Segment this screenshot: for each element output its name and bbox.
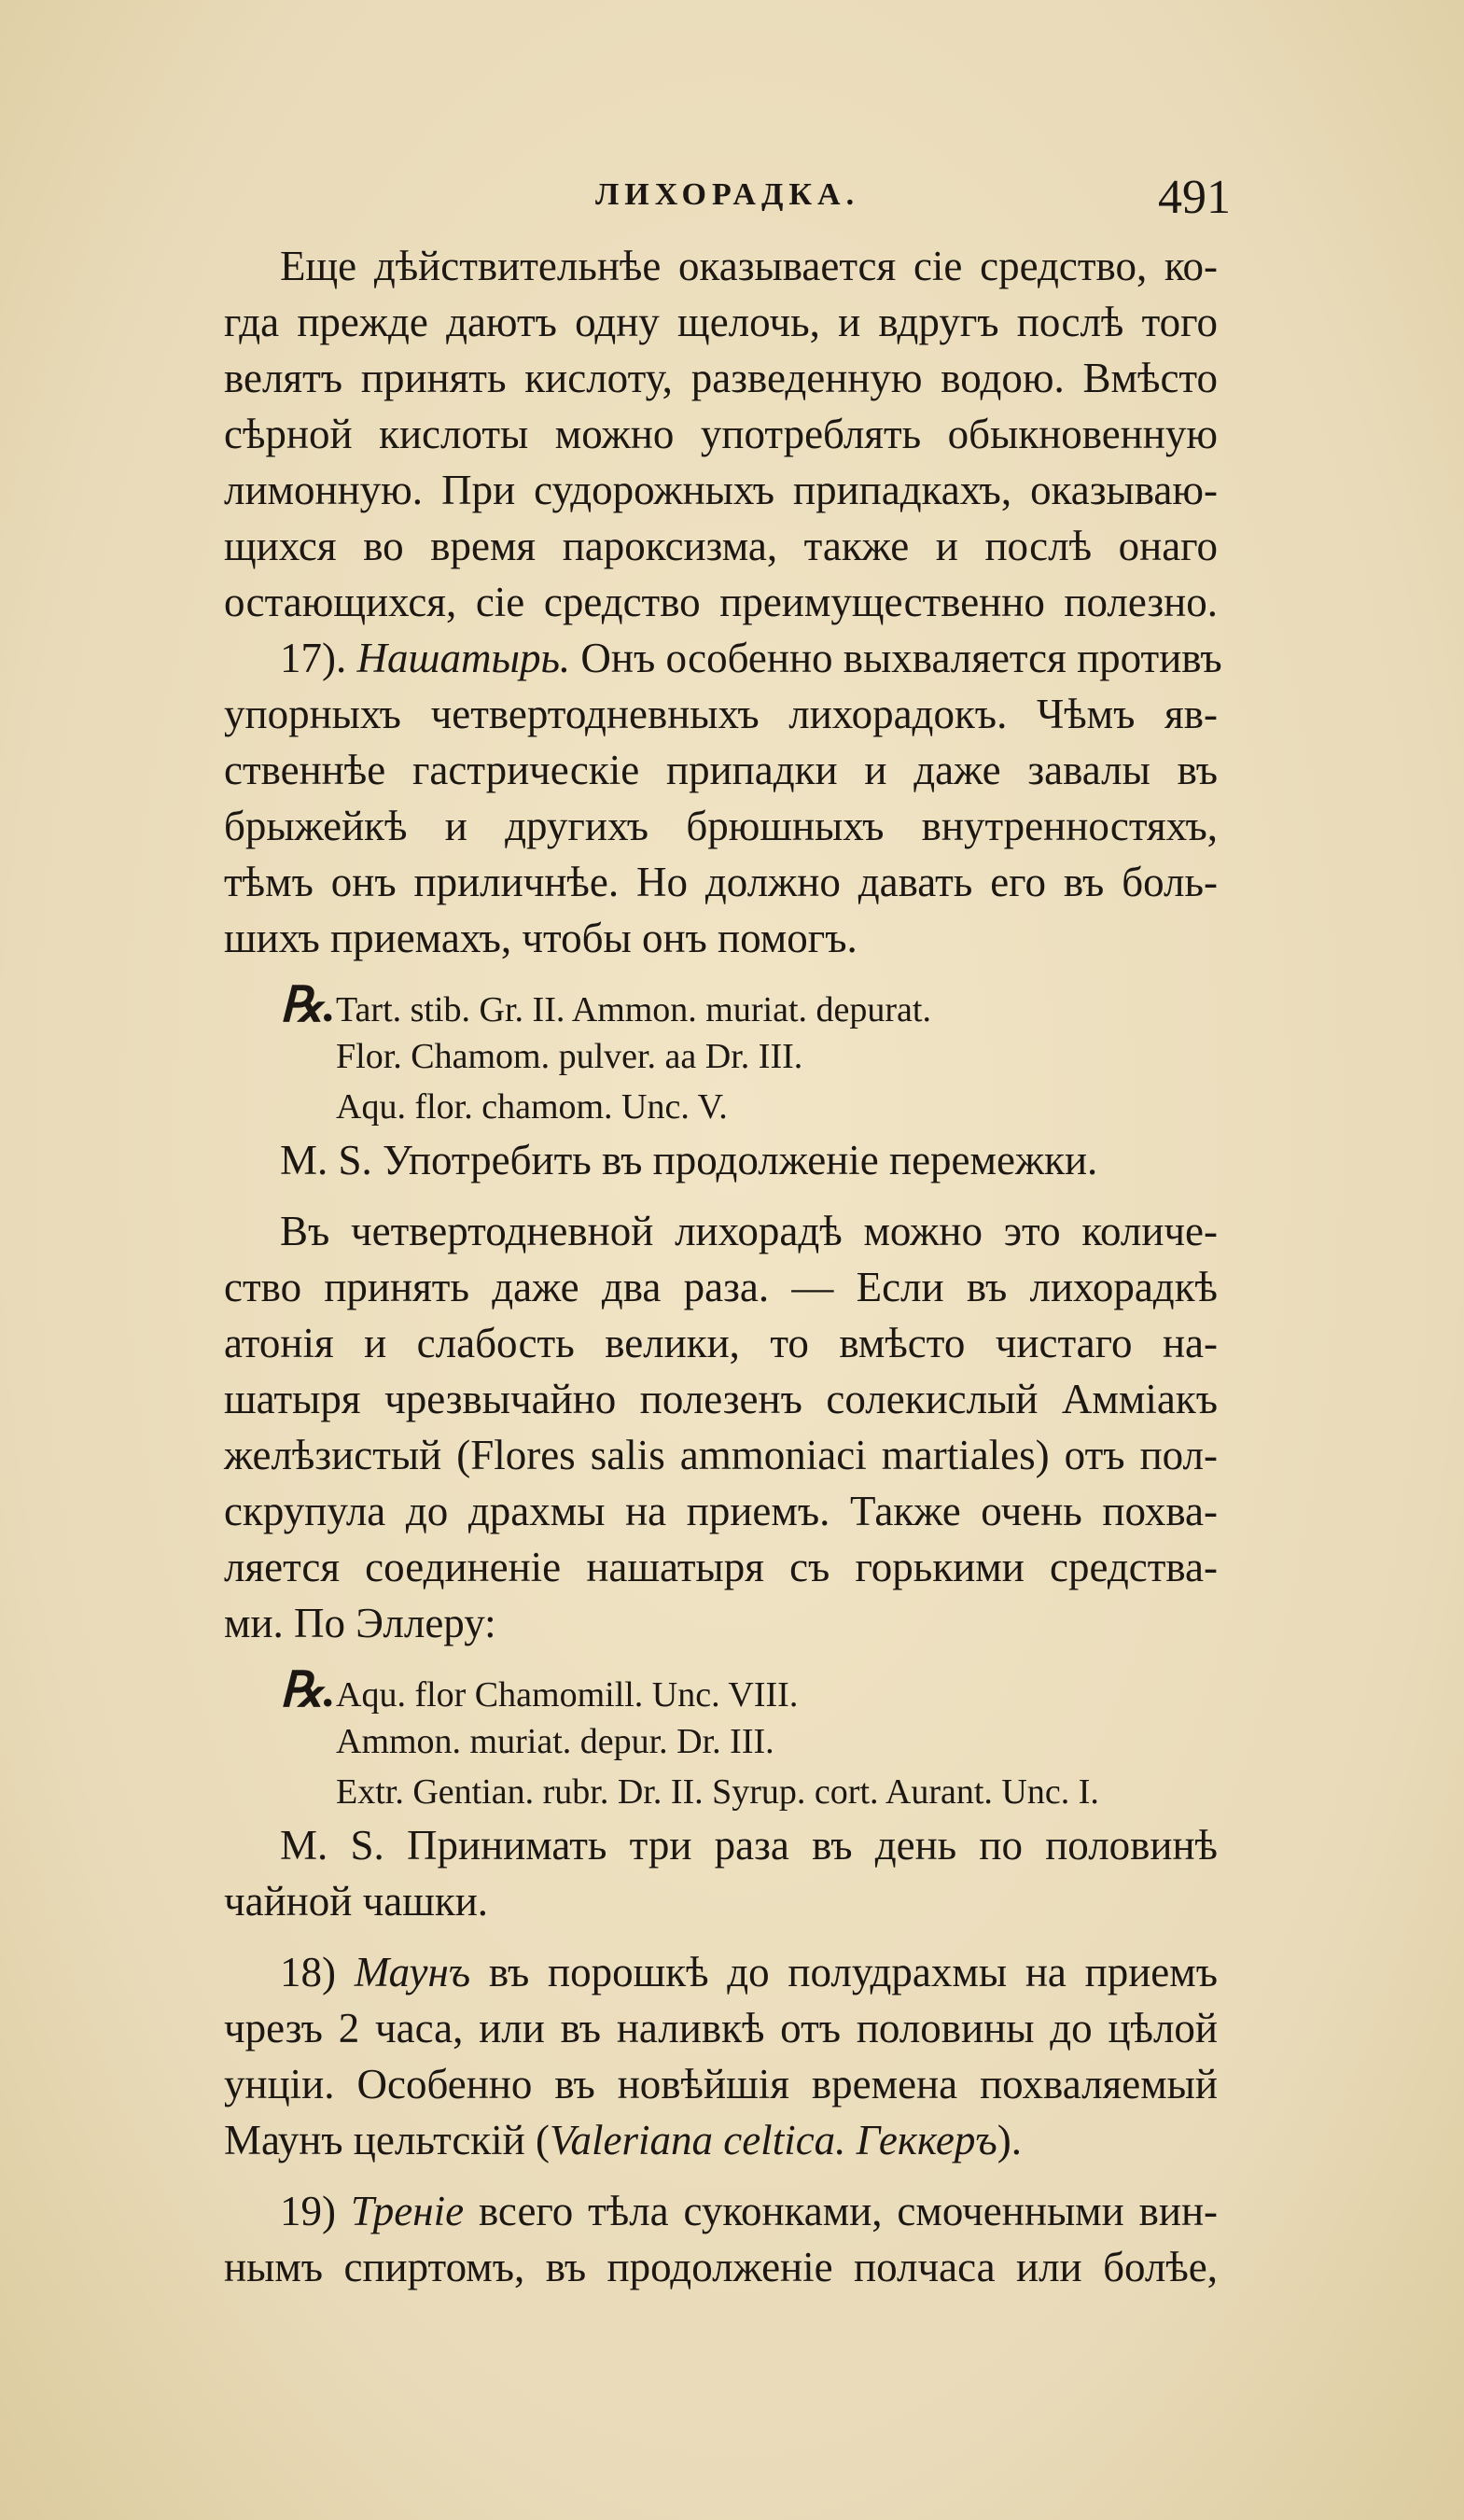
text-line: унціи. Особенно въ новѣйшія времена похваляемый bbox=[224, 2061, 1218, 2107]
item-text: въ порошкѣ до полудрахмы на приемъ bbox=[488, 1949, 1219, 1995]
text-line: шатыря чрезвычайно полезенъ солекислый Амміакъ bbox=[224, 1376, 1218, 1422]
text-line: Въ четвертодневной лихорадѣ можно это количе- bbox=[280, 1208, 1218, 1254]
item-number: 17). bbox=[280, 635, 347, 681]
recipe-signature: M. S. Употребить въ продолженіе перемежки. bbox=[280, 1137, 1098, 1183]
text-line bbox=[224, 630, 1222, 686]
text-line: остающихся, сіе средство преимущественно полезно. bbox=[224, 579, 1218, 625]
item-term: Нашатырь. bbox=[356, 635, 571, 681]
text-line: тѣмъ онъ приличнѣе. Но должно давать его въ боль- bbox=[224, 859, 1218, 905]
text-line: велятъ принять кислоту, разведенную водою. Вмѣсто bbox=[224, 355, 1218, 401]
text-line: ство принять даже два раза. — Если въ лихорадкѣ bbox=[224, 1264, 1218, 1310]
recipe-symbol: ℞. bbox=[280, 979, 336, 1032]
item-term: Маунъ bbox=[354, 1949, 471, 1995]
text-fragment: ). bbox=[997, 2117, 1022, 2163]
text-line bbox=[224, 2183, 1218, 2239]
text-line: гда прежде даютъ одну щелочь, и вдругъ послѣ того bbox=[224, 299, 1218, 345]
recipe-line: Aqu. flor. chamom. Unc. V. bbox=[336, 1087, 728, 1127]
text-line: шихъ приемахъ, чтобы онъ помогъ. bbox=[224, 915, 857, 961]
recipe-symbol: ℞. bbox=[280, 1664, 336, 1717]
recipe-line: Flor. Chamom. pulver. aa Dr. III. bbox=[336, 1037, 803, 1076]
text-line bbox=[224, 1944, 1218, 2000]
item-number: 19) bbox=[280, 2188, 336, 2234]
body-text bbox=[224, 238, 1222, 2295]
text-line: ляется соединеніе нашатыря съ горькими средства- bbox=[224, 1544, 1218, 1590]
text-line: сѣрной кислоты можно употреблять обыкновенную bbox=[224, 411, 1218, 457]
text-line: щихся во время пароксизма, также и послѣ онаго bbox=[224, 523, 1218, 569]
recipe-line: Ammon. muriat. depur. Dr. III. bbox=[336, 1722, 774, 1761]
text-line: брыжейкѣ и другихъ брюшныхъ внутренностяхъ, bbox=[224, 803, 1218, 849]
text-line: упорныхъ четвертодневныхъ лихорадокъ. Чѣмъ яв- bbox=[224, 691, 1218, 737]
item-term: Треніе bbox=[350, 2188, 465, 2234]
recipe-signature: M. S. Принимать три раза въ день по половинѣ bbox=[280, 1822, 1218, 1869]
text-line: Еще дѣйствительнѣе оказывается сіе средство, ко- bbox=[280, 243, 1218, 289]
recipe-line: Aqu. flor Chamomill. Unc. VIII. bbox=[336, 1675, 799, 1715]
text-line: ственнѣе гастрическіе припадки и даже завалы въ bbox=[224, 747, 1218, 793]
text-line: ми. По Эллеру: bbox=[224, 1600, 496, 1646]
page-header bbox=[224, 171, 1231, 233]
text-line: атонія и слабость велики, то вмѣсто чистаго на- bbox=[224, 1320, 1218, 1366]
text-line: скрупула до драхмы на приемъ. Также очень похва- bbox=[224, 1488, 1218, 1534]
recipe-line: Extr. Gentian. rubr. Dr. II. Syrup. cort. Aurant. Unc. I. bbox=[336, 1772, 1099, 1812]
item-number: 18) bbox=[280, 1949, 336, 1995]
item-text: Онъ особенно выхваляется противъ bbox=[580, 635, 1222, 681]
latin-name: Valeriana celtica. Геккеръ bbox=[550, 2117, 997, 2163]
text-line: лимонную. При судорожныхъ припадкахъ, оказываю- bbox=[224, 467, 1218, 513]
page-number: 491 bbox=[1158, 171, 1231, 224]
item-text: всего тѣла суконками, смоченными вин- bbox=[478, 2188, 1219, 2234]
recipe-signature: чайной чашки. bbox=[224, 1878, 489, 1925]
text-line: чрезъ 2 часа, или въ наливкѣ отъ половины до цѣлой bbox=[224, 2005, 1218, 2051]
prescription bbox=[280, 1666, 1218, 1817]
recipe-line: Tart. stib. Gr. II. Ammon. muriat. depurat. bbox=[336, 990, 931, 1029]
running-title: ЛИХОРАДКА. bbox=[594, 177, 860, 212]
prescription bbox=[280, 981, 1218, 1132]
text-fragment: Маунъ цельтскій ( bbox=[224, 2117, 550, 2163]
text-line bbox=[224, 2112, 1218, 2168]
text-line: желѣзистый (Flores salis ammoniaci martiales) отъ пол- bbox=[224, 1432, 1218, 1478]
text-line: нымъ спиртомъ, въ продолженіе полчаса или болѣе, bbox=[224, 2244, 1218, 2290]
